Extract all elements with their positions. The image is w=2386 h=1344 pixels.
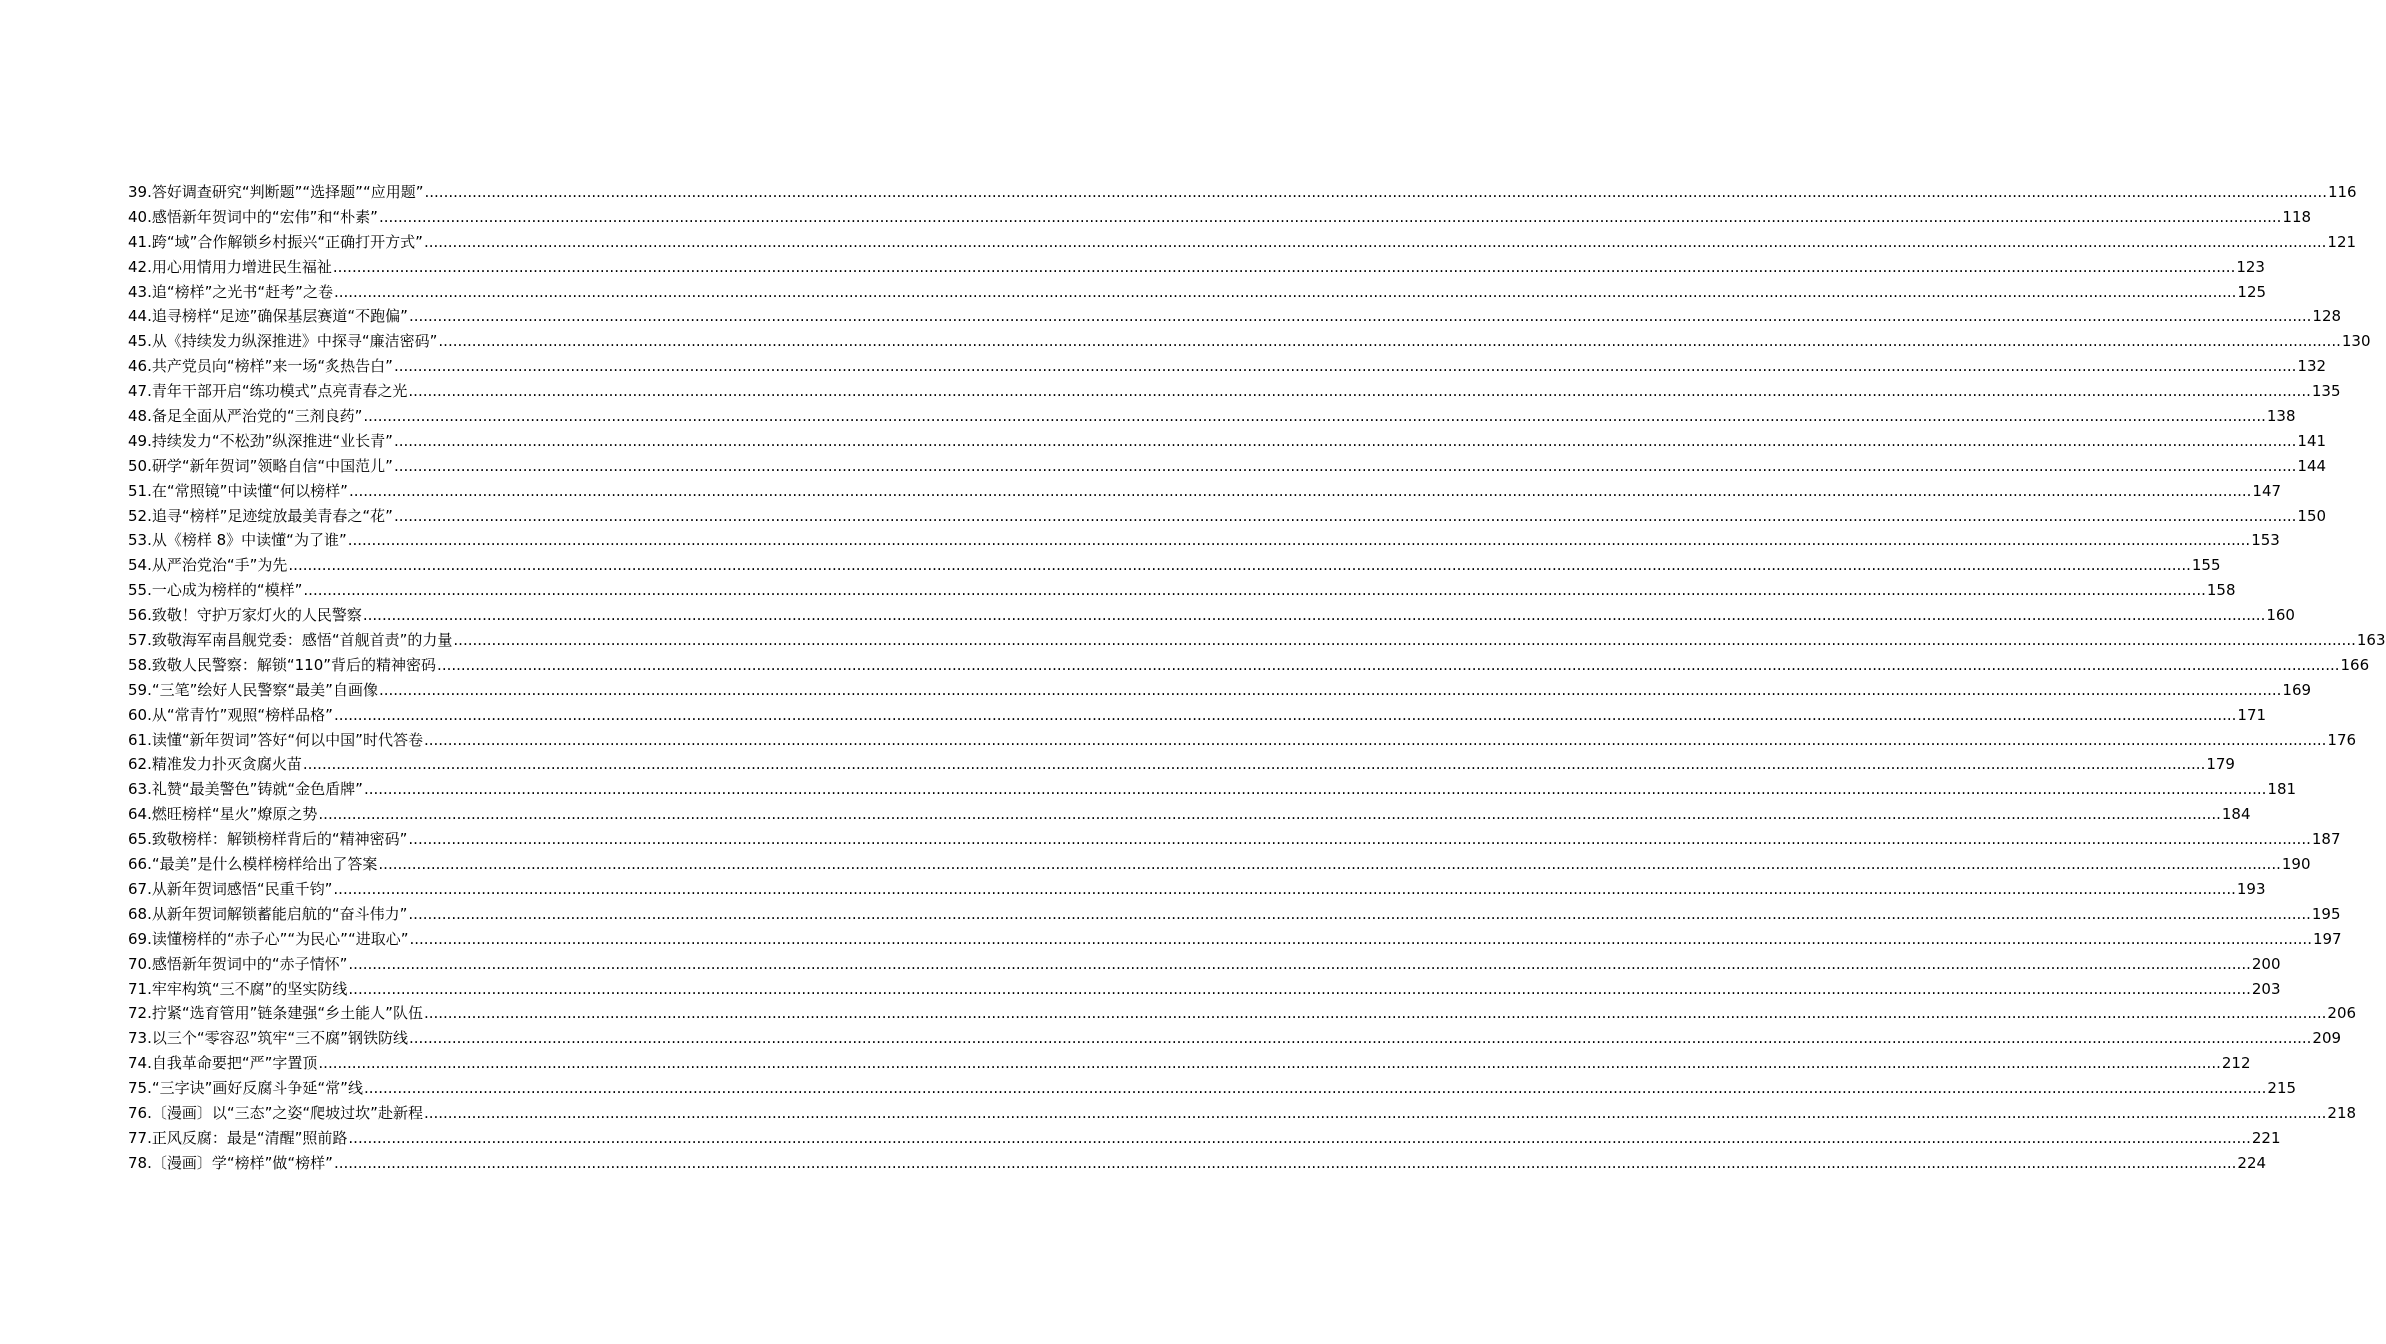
table-of-contents — [128, 180, 2386, 1176]
entry-title: 致敬人民警察：解锁“110”背后的精神密码 — [151, 655, 437, 674]
entry-page-number: 155 — [2191, 556, 2221, 575]
dot-leader — [437, 653, 2339, 678]
entry-number: 54. — [128, 556, 152, 575]
entry-page-number: 147 — [2252, 481, 2282, 500]
dot-leader — [333, 255, 2235, 280]
entry-title: 一心成为榜样的“模样” — [151, 581, 303, 600]
toc-entry[interactable] — [128, 404, 2296, 429]
entry-page-number: 160 — [2266, 606, 2295, 625]
entry-title: 读懂榜样的“赤子心”“为民心”“进取心” — [151, 929, 409, 948]
entry-title: 跨“域”合作解锁乡村振兴“正确打开方式” — [151, 232, 423, 251]
entry-number: 78. — [128, 1153, 152, 1172]
entry-title: “三字诀”画好反腐斗争延“常”线 — [151, 1079, 363, 1098]
entry-page-number: 195 — [2311, 904, 2341, 923]
entry-title: 燃旺榜样“星火”燎原之势 — [151, 805, 318, 824]
entry-page-number: 224 — [2237, 1153, 2267, 1172]
dot-leader — [363, 603, 2265, 628]
entry-page-number: 209 — [2312, 1029, 2342, 1048]
entry-number: 75. — [128, 1079, 152, 1098]
entry-page-number: 141 — [2297, 431, 2327, 450]
dot-leader — [288, 553, 2190, 578]
entry-page-number: 163 — [2356, 631, 2386, 650]
dot-leader — [333, 877, 2235, 902]
toc-entry[interactable] — [128, 678, 2312, 703]
entry-title: 以三个“零容忍”筑牢“三不腐”钢铁防线 — [151, 1029, 408, 1048]
entry-number: 39. — [128, 183, 152, 201]
dot-leader — [348, 977, 2250, 1002]
entry-title: 持续发力“不松劲”纵深推进“业长青” — [151, 431, 393, 450]
entry-page-number: 181 — [2267, 780, 2297, 799]
toc-entry[interactable] — [128, 205, 2312, 230]
entry-number: 49. — [128, 431, 152, 450]
toc-entry[interactable] — [128, 827, 2341, 852]
entry-page-number: 193 — [2236, 879, 2266, 898]
toc-entry[interactable] — [128, 777, 2297, 802]
toc-entry[interactable] — [128, 304, 2342, 329]
entry-number: 74. — [128, 1054, 152, 1073]
toc-entry[interactable] — [128, 429, 2327, 454]
entry-page-number: 125 — [2237, 282, 2267, 301]
dot-leader — [303, 578, 2205, 603]
toc-entry[interactable] — [128, 479, 2282, 504]
toc-entry[interactable] — [128, 255, 2265, 280]
dot-leader — [438, 329, 2340, 354]
entry-page-number: 206 — [2327, 1004, 2357, 1023]
entry-number: 67. — [128, 879, 152, 898]
entry-title: 〔漫画〕以“三态”之姿“爬坡过坎”赴新程 — [151, 1103, 423, 1122]
entry-title: 从新年贺词解锁蓄能启航的“奋斗伟力” — [151, 904, 408, 923]
entry-title: 在“常照镜”中读懂“何以榜样” — [151, 481, 348, 500]
dot-leader — [349, 479, 2251, 504]
entry-page-number: 121 — [2327, 232, 2357, 251]
entry-title: 从“常青竹”观照“榜样品格” — [151, 705, 333, 724]
entry-number: 57. — [128, 631, 152, 650]
toc-entry[interactable] — [128, 553, 2221, 578]
toc-entry[interactable] — [128, 802, 2251, 827]
dot-leader — [408, 902, 2310, 927]
entry-title: 正风反腐：最是“清醒”照前路 — [151, 1128, 348, 1147]
entry-page-number: 190 — [2281, 855, 2311, 874]
entry-title: 从《榜样 8》中读懂“为了谁” — [151, 531, 347, 550]
dot-leader — [348, 952, 2250, 977]
entry-number: 45. — [128, 332, 152, 351]
entry-page-number: 123 — [2236, 257, 2265, 276]
toc-entry[interactable] — [128, 902, 2341, 927]
entry-page-number: 169 — [2282, 680, 2312, 699]
entry-number: 50. — [128, 456, 152, 475]
entry-number: 60. — [128, 705, 152, 724]
toc-entry[interactable] — [128, 728, 2357, 753]
entry-title: 追寻榜样“足迹”确保基层赛道“不跑偏” — [151, 307, 408, 326]
toc-entry[interactable] — [128, 454, 2327, 479]
entry-number: 73. — [128, 1029, 152, 1048]
entry-number: 55. — [128, 581, 152, 600]
toc-entry[interactable] — [128, 1001, 2357, 1026]
toc-entry[interactable] — [128, 504, 2327, 529]
entry-title: 致敬！守护万家灯火的人民警察 — [151, 606, 362, 625]
dot-leader — [379, 205, 2281, 230]
entry-number: 56. — [128, 606, 152, 625]
dot-leader — [318, 802, 2220, 827]
dot-leader — [334, 1151, 2236, 1176]
entry-number: 72. — [128, 1004, 152, 1023]
entry-title: 牢牢构筑“三不腐”的坚实防线 — [151, 979, 348, 998]
entry-number: 64. — [128, 805, 152, 824]
dot-leader — [334, 280, 2236, 305]
entry-title: 研学“新年贺词”领略自信“中国范儿” — [151, 456, 393, 475]
entry-number: 41. — [128, 232, 152, 251]
entry-page-number: 135 — [2311, 382, 2341, 401]
entry-page-number: 150 — [2297, 506, 2327, 525]
toc-entry[interactable] — [128, 280, 2267, 305]
entry-title: 致敬海军南昌舰党委：感悟“首舰首责”的力量 — [151, 631, 453, 650]
entry-number: 69. — [128, 929, 152, 948]
toc-entry[interactable] — [128, 379, 2341, 404]
entry-number: 44. — [128, 307, 152, 326]
entry-page-number: 138 — [2266, 407, 2296, 426]
entry-title: 礼赞“最美警色”铸就“金色盾牌” — [151, 780, 363, 799]
entry-number: 68. — [128, 904, 152, 923]
toc-entry[interactable] — [128, 528, 2280, 553]
entry-number: 65. — [128, 830, 152, 849]
dot-leader — [410, 927, 2312, 952]
toc-entry[interactable] — [128, 877, 2266, 902]
entry-number: 63. — [128, 780, 152, 799]
entry-number: 66. — [128, 855, 152, 874]
toc-entry[interactable] — [128, 927, 2342, 952]
entry-number: 61. — [128, 730, 152, 749]
entry-page-number: 221 — [2251, 1128, 2281, 1147]
dot-leader — [424, 230, 2326, 255]
dot-leader — [394, 504, 2296, 529]
dot-leader — [409, 304, 2311, 329]
entry-number: 58. — [128, 655, 152, 674]
dot-leader — [424, 1001, 2326, 1026]
toc-entry[interactable] — [128, 1126, 2281, 1151]
dot-leader — [318, 1051, 2220, 1076]
entry-title: “最美”是什么模样榜样给出了答案 — [151, 855, 378, 874]
entry-page-number: 132 — [2297, 357, 2327, 376]
toc-entry[interactable] — [128, 752, 2235, 777]
entry-page-number: 158 — [2206, 581, 2236, 600]
entry-number: 77. — [128, 1128, 152, 1147]
entry-title: 用心用情用力增进民生福祉 — [151, 257, 332, 276]
dot-leader — [409, 1026, 2311, 1051]
entry-page-number: 116 — [2327, 183, 2357, 201]
entry-title: 〔漫画〕学“榜样”做“榜样” — [151, 1153, 333, 1172]
dot-leader — [453, 628, 2355, 653]
toc-entry[interactable] — [128, 329, 2371, 354]
dot-leader — [303, 752, 2205, 777]
dot-leader — [364, 777, 2266, 802]
entry-title: 从《持续发力纵深推进》中探寻“廉洁密码” — [151, 332, 438, 351]
entry-page-number: 171 — [2237, 705, 2267, 724]
toc-entry[interactable] — [128, 852, 2311, 877]
entry-number: 53. — [128, 531, 152, 550]
toc-entry[interactable] — [128, 578, 2236, 603]
entry-page-number: 203 — [2251, 979, 2281, 998]
entry-number: 47. — [128, 382, 152, 401]
entry-page-number: 200 — [2251, 954, 2281, 973]
entry-page-number: 212 — [2221, 1054, 2251, 1073]
toc-entry[interactable] — [128, 653, 2370, 678]
dot-leader — [408, 379, 2310, 404]
entry-title: 精准发力扑灭贪腐火苗 — [151, 755, 302, 774]
entry-number: 48. — [128, 407, 152, 426]
dot-leader — [408, 827, 2310, 852]
toc-entry[interactable] — [128, 354, 2327, 379]
toc-entry[interactable] — [128, 603, 2295, 628]
dot-leader — [425, 180, 2327, 205]
entry-title: 拧紧“选育管用”链条建强“乡土能人”队伍 — [151, 1004, 423, 1023]
entry-page-number: 118 — [2282, 207, 2312, 226]
entry-title: 青年干部开启“练功模式”点亮青春之光 — [151, 382, 408, 401]
dot-leader — [394, 429, 2296, 454]
dot-leader — [379, 678, 2281, 703]
dot-leader — [348, 528, 2250, 553]
toc-entry[interactable] — [128, 1151, 2267, 1176]
entry-number: 62. — [128, 755, 152, 774]
entry-page-number: 218 — [2327, 1103, 2357, 1122]
entry-page-number: 215 — [2267, 1079, 2297, 1098]
dot-leader — [394, 354, 2296, 379]
entry-title: 追“榜样”之光书“赶考”之卷 — [151, 282, 333, 301]
dot-leader — [424, 728, 2326, 753]
dot-leader — [378, 852, 2280, 877]
entry-title: 感悟新年贺词中的“赤子情怀” — [151, 954, 348, 973]
entry-title: 从新年贺词感悟“民重千钧” — [151, 879, 333, 898]
entry-page-number: 130 — [2341, 332, 2371, 351]
entry-title: 答好调查研究“判断题”“选择题”“应用题” — [151, 183, 424, 201]
entry-page-number: 179 — [2206, 755, 2235, 774]
entry-number: 71. — [128, 979, 152, 998]
entry-number: 46. — [128, 357, 152, 376]
entry-page-number: 144 — [2297, 456, 2327, 475]
entry-title: 致敬榜样：解锁榜样背后的“精神密码” — [151, 830, 408, 849]
toc-entry[interactable] — [128, 977, 2281, 1002]
entry-title: 共产党员向“榜样”来一场“炙热告白” — [151, 357, 393, 376]
dot-leader — [334, 703, 2236, 728]
entry-number: 51. — [128, 481, 152, 500]
toc-entry[interactable] — [128, 1101, 2357, 1126]
entry-page-number: 128 — [2312, 307, 2342, 326]
entry-number: 40. — [128, 207, 152, 226]
entry-number: 43. — [128, 282, 152, 301]
entry-title: 备足全面从严治党的“三剂良药” — [151, 407, 363, 426]
entry-number: 70. — [128, 954, 152, 973]
toc-entry[interactable] — [128, 1026, 2342, 1051]
entry-page-number: 187 — [2311, 830, 2341, 849]
entry-number: 59. — [128, 680, 152, 699]
toc-entry[interactable] — [128, 952, 2281, 977]
entry-page-number: 184 — [2221, 805, 2251, 824]
entry-title: “三笔”绘好人民警察“最美”自画像 — [151, 680, 378, 699]
dot-leader — [348, 1126, 2250, 1151]
dot-leader — [424, 1101, 2326, 1126]
toc-entry[interactable] — [128, 1051, 2251, 1076]
toc-entry[interactable] — [128, 628, 2386, 653]
entry-page-number: 153 — [2251, 531, 2280, 550]
toc-entry[interactable] — [128, 230, 2357, 255]
entry-title: 自我革命要把“严”字置顶 — [151, 1054, 318, 1073]
entry-number: 76. — [128, 1103, 152, 1122]
entry-title: 从严治党治“手”为先 — [151, 556, 288, 575]
entry-title: 感悟新年贺词中的“宏伟”和“朴素” — [151, 207, 378, 226]
dot-leader — [394, 454, 2296, 479]
toc-entry[interactable] — [128, 1076, 2297, 1101]
toc-entry[interactable] — [128, 180, 2357, 205]
dot-leader — [363, 404, 2265, 429]
entry-title: 读懂“新年贺词”答好“何以中国”时代答卷 — [151, 730, 423, 749]
entry-page-number: 197 — [2312, 929, 2342, 948]
entry-page-number: 176 — [2327, 730, 2357, 749]
dot-leader — [364, 1076, 2266, 1101]
entry-page-number: 166 — [2340, 655, 2370, 674]
entry-number: 52. — [128, 506, 152, 525]
toc-entry[interactable] — [128, 703, 2267, 728]
entry-number: 42. — [128, 257, 152, 276]
entry-title: 追寻“榜样”足迹绽放最美青春之“花” — [151, 506, 393, 525]
